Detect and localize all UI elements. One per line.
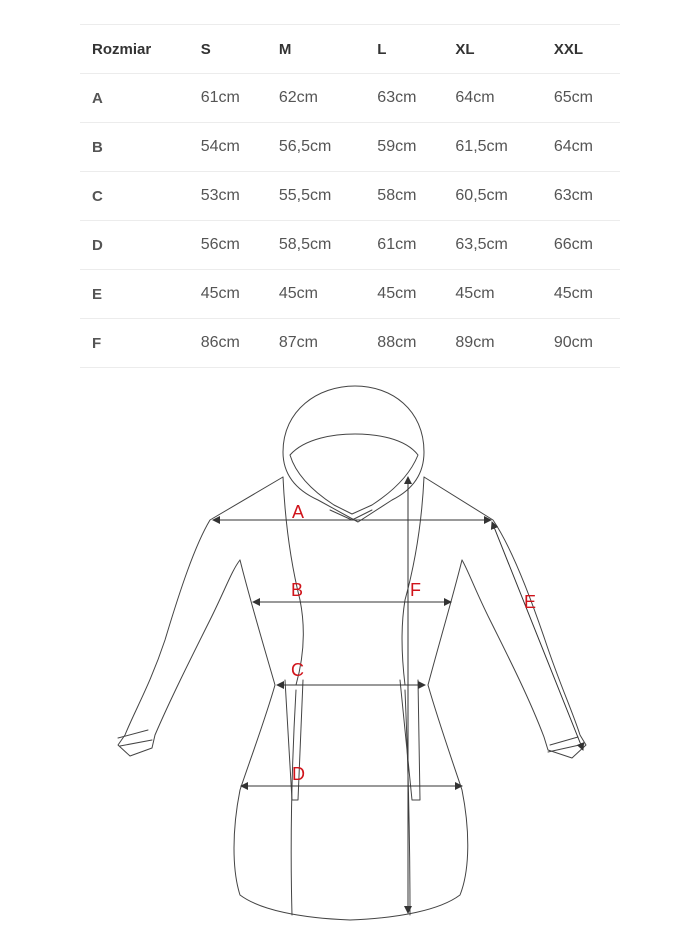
cell: 63cm xyxy=(365,74,443,123)
cell: 60,5cm xyxy=(443,172,541,221)
row-label: B xyxy=(80,123,189,172)
cell: 45cm xyxy=(443,270,541,319)
cell: 45cm xyxy=(542,270,620,319)
measure-labels xyxy=(291,502,536,784)
cell: 89cm xyxy=(443,319,541,368)
cell: 87cm xyxy=(267,319,365,368)
cell: 65cm xyxy=(542,74,620,123)
table-row xyxy=(80,270,620,319)
size-table xyxy=(80,24,620,368)
header-size-xxl: XXL xyxy=(542,25,620,74)
drawstring-right xyxy=(400,680,420,800)
header-size-l: L xyxy=(365,25,443,74)
cell: 58,5cm xyxy=(267,221,365,270)
label-d: D xyxy=(292,764,305,784)
row-label: C xyxy=(80,172,189,221)
table-header-row xyxy=(80,25,620,74)
cell: 59cm xyxy=(365,123,443,172)
measure-lines xyxy=(213,477,583,913)
cell: 62cm xyxy=(267,74,365,123)
body-right xyxy=(350,560,468,920)
cell: 45cm xyxy=(189,270,267,319)
label-f: F xyxy=(410,580,421,600)
cell: 45cm xyxy=(267,270,365,319)
header-size-s: S xyxy=(189,25,267,74)
cell: 55,5cm xyxy=(267,172,365,221)
left-sleeve xyxy=(118,477,283,756)
label-e: E xyxy=(524,592,537,612)
hood-inner xyxy=(290,434,418,514)
table-row xyxy=(80,221,620,270)
body-left xyxy=(234,560,350,920)
row-label: F xyxy=(80,319,189,368)
table-row xyxy=(80,123,620,172)
cell: 61cm xyxy=(189,74,267,123)
cell: 45cm xyxy=(365,270,443,319)
cell: 61,5cm xyxy=(443,123,541,172)
right-sleeve xyxy=(424,477,586,758)
label-a: A xyxy=(292,502,305,522)
cell: 88cm xyxy=(365,319,443,368)
cell: 56cm xyxy=(189,221,267,270)
header-size-m: M xyxy=(267,25,365,74)
cell: 66cm xyxy=(542,221,620,270)
hood-outer xyxy=(283,386,424,522)
cell: 86cm xyxy=(189,319,267,368)
cell: 63cm xyxy=(542,172,620,221)
cell: 58cm xyxy=(365,172,443,221)
measure-e xyxy=(492,522,583,750)
garment-outline xyxy=(118,386,586,920)
table-row xyxy=(80,74,620,123)
label-c: C xyxy=(291,660,304,680)
cell: 90cm xyxy=(542,319,620,368)
left-front-panel xyxy=(291,690,296,915)
cell: 64cm xyxy=(443,74,541,123)
cell: 56,5cm xyxy=(267,123,365,172)
cell: 54cm xyxy=(189,123,267,172)
cell: 63,5cm xyxy=(443,221,541,270)
garment-diagram xyxy=(0,360,700,933)
label-b: B xyxy=(291,580,304,600)
row-label: E xyxy=(80,270,189,319)
row-label: A xyxy=(80,74,189,123)
header-size-xl: XL xyxy=(443,25,541,74)
cell: 53cm xyxy=(189,172,267,221)
row-label: D xyxy=(80,221,189,270)
cell: 64cm xyxy=(542,123,620,172)
header-size-label: Rozmiar xyxy=(80,25,189,74)
table-row xyxy=(80,172,620,221)
cell: 61cm xyxy=(365,221,443,270)
